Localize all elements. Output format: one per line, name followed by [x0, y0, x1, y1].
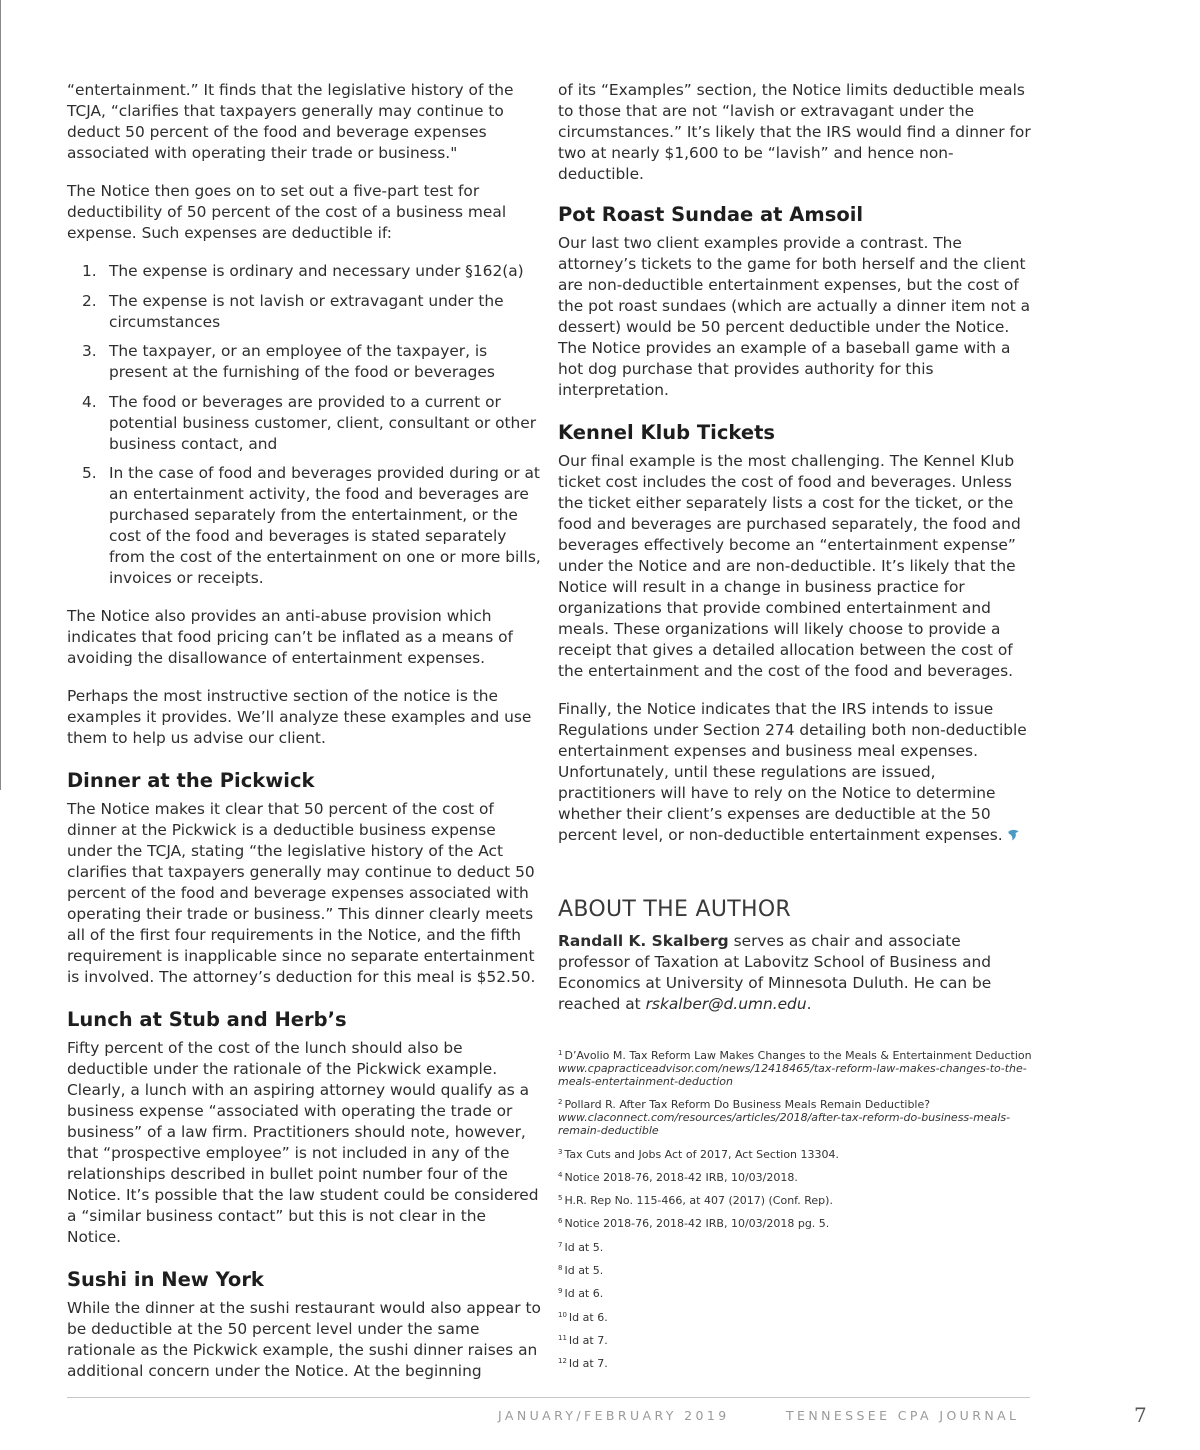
paragraph-sushi: While the dinner at the sushi restaurant would also appear to be deductible at the 50 percent level under the same rationale as the Pickwick example, the sushi dinner raises an additional concern under the Notice. At the beginning [67, 1299, 541, 1380]
author-email[interactable]: rskalber@d.umn.edu [645, 995, 807, 1013]
heading-pickwick: Dinner at the Pickwick [67, 769, 315, 792]
heading-amsoil: Pot Roast Sundae at Amsoil [558, 203, 864, 226]
heading-lunch: Lunch at Stub and Herb’s [67, 1008, 347, 1031]
footnote: $^{12}$ Id at 7. [558, 1357, 608, 1371]
page-edge-line [0, 0, 1, 790]
paragraph-lunch: Fifty percent of the cost of the lunch should also be deductible under the rationale of the Pickwick example. Clearly, a lunch with an aspiring attorney would qualify as a business expense “associated with operating the trade or business” of a law firm. Practitioners should note, however, that “prospective employee” is not included in any of the relationships described in bullet point number four of the Notice. It’s possible that the law student could be considered a “similar business contact” but this is not clear in the Notice. [67, 1039, 539, 1246]
about-author-heading: ABOUT THE AUTHOR [558, 897, 792, 922]
footnote: $^1$ D’Avolio M. Tax Reform Law Makes Changes to the Meals & Entertainment Deduction www.cpapracticeadvisor.com/news/12418465/tax-reform-law-makes-changes-to-the-meals-entertainment-deduction [558, 1049, 1032, 1088]
end-mark-icon [1007, 828, 1020, 841]
left-column [67, 80, 544, 1399]
paragraph-anti-abuse: The Notice also provides an anti-abuse provision which indicates that food pricing can’t be inflated as a means of avoiding the disallowance of entertainment expenses. [67, 607, 513, 667]
footnote: $^4$ Notice 2018-76, 2018-42 IRB, 10/03/2018. [558, 1170, 798, 1184]
footnote: $^2$ Pollard R. After Tax Reform Do Business Meals Remain Deductible? www.claconnect.com/resources/articles/2018/after-tax-reform-do-business-meals-remain-deductible [558, 1098, 1011, 1138]
paragraph-pickwick: The Notice makes it clear that 50 percent of the cost of dinner at the Pickwick is a deductible business expense under the TCJA, stating “the legislative history of the Act clarifies that taxpayers generally may continue to deduct 50 percent of the food and beverage expenses associated with operating their trade or business.” This dinner clearly meets all of the first four requirements in the Notice, and the fifth requirement is inapplicable since no separate entertainment is involved. The attorney’s deduction for this meal is $52.50. [67, 800, 536, 986]
footnote: $^8$ Id at 5. [558, 1264, 604, 1278]
author-name: Randall K. Skalberg [558, 932, 729, 950]
paragraph-five-part-test: The Notice then goes on to set out a five-part test for deductibility of 50 percent of the cost of a business meal expense. Such expenses are deductible if: [67, 182, 507, 242]
footer-rule [67, 1397, 1030, 1398]
page-number: 7 [1134, 1403, 1147, 1427]
paragraph-entertainment: “entertainment.” It finds that the legislative history of the TCJA, “clarifies that taxpayers generally may continue to deduct 50 percent of the food and beverage expenses associated with operating their trade or business." [67, 81, 514, 162]
footer-journal-name: TENNESSEE CPA JOURNAL [786, 1408, 1020, 1423]
list-item: 2. The expense is not lavish or extravagant under the circumstances [82, 291, 504, 331]
footnote: $^5$ H.R. Rep No. 115-466, at 407 (2017) (Conf. Rep). [558, 1194, 833, 1208]
footnote-link[interactable]: www.claconnect.com/resources/articles/2018/after-tax-reform-do-business-meals-remain-deductible [558, 1111, 1011, 1138]
list-item: 3. The taxpayer, or an employee of the taxpayer, is present at the furnishing of the food or beverages [82, 342, 495, 381]
paragraph-final: Finally, the Notice indicates that the IRS intends to issue Regulations under Section 274 detailing both non-deductible entertainment expenses and business meal expenses. Unfortunately, until these regulations are issued, practitioners will have to rely on the Notice to determine whether their client’s expenses are deductible at the 50 percent level, or non-deductible entertainment expenses. [558, 700, 1027, 844]
list-item: 1. The expense is ordinary and necessary under §162(a) [82, 262, 524, 280]
list-item: 5. In the case of food and beverages provided during or at an entertainment activity, the food and beverages are purchased separately from the entertainment, or the cost of the food and beverages is stated separately from the cost of the entertainment on one or more bills, invoices or receipts. [82, 464, 541, 587]
list-item: 4. The food or beverages are provided to a current or potential business customer, client, consultant or other business contact, and [82, 392, 537, 453]
footnote: $^6$ Notice 2018-76, 2018-42 IRB, 10/03/2018 pg. 5. [558, 1217, 830, 1231]
requirements-list [67, 261, 544, 589]
footnote: $^3$ Tax Cuts and Jobs Act of 2017, Act Section 13304. [558, 1147, 840, 1161]
paragraph-amsoil: Our last two client examples provide a contrast. The attorney’s tickets to the game for both herself and the client are non-deductible entertainment expenses, but the cost of the pot roast sundaes (which are actually a dinner item not a dessert) would be 50 percent deductible under the Notice. The Notice provides an example of a baseball game with a hot dog purchase that provides authority for this interpretation. [558, 234, 1031, 399]
footnote: $^{11}$ Id at 7. [558, 1333, 608, 1347]
paragraph-sushi-continued: of its “Examples” section, the Notice limits deductible meals to those that are not “lavish or extravagant under the circumstances.” It’s likely that the IRS would find a dinner for two at nearly $1,600 to be “lavish” and hence non-deductible. [558, 81, 1031, 183]
right-column [558, 80, 1036, 1379]
paragraph-kennel: Our final example is the most challenging. The Kennel Klub ticket cost includes the cost of food and beverages. Unless the ticket either separately lists a cost for the ticket, or the food and beverages are purchased separately, the food and beverages effectively become an “entertainment expense” under the Notice and are non-deductible. It’s likely that the Notice will result in a change in business practice for organizations that provide combined entertainment and meals. These organizations will likely choose to provide a receipt that gives a detailed allocation between the cost of the entertainment and the cost of the food and beverages. [558, 452, 1021, 680]
footnote: $^7$ Id at 5. [558, 1240, 604, 1254]
author-bio: Randall K. Skalberg serves as chair and associate professor of Taxation at Labovitz School of Business and Economics at University of Minnesota Duluth. He can be reached at rskalber@d.umn.edu. [558, 932, 992, 1013]
heading-kennel: Kennel Klub Tickets [558, 421, 776, 444]
heading-sushi: Sushi in New York [67, 1268, 264, 1291]
footnote-link[interactable]: www.cpapracticeadvisor.com/news/12418465/tax-reform-law-makes-changes-to-the-meals-entertainment-deduction [558, 1062, 1027, 1088]
paragraph-examples-intro: Perhaps the most instructive section of the notice is the examples it provides. We’ll analyze these examples and use them to help us advise our client. [67, 687, 532, 747]
footnote: $^{10}$ Id at 6. [558, 1310, 608, 1324]
footnotes [558, 1047, 1036, 1370]
footer-date: JANUARY/FEBRUARY 2019 [498, 1408, 730, 1423]
footnote: $^9$ Id at 6. [558, 1287, 604, 1301]
